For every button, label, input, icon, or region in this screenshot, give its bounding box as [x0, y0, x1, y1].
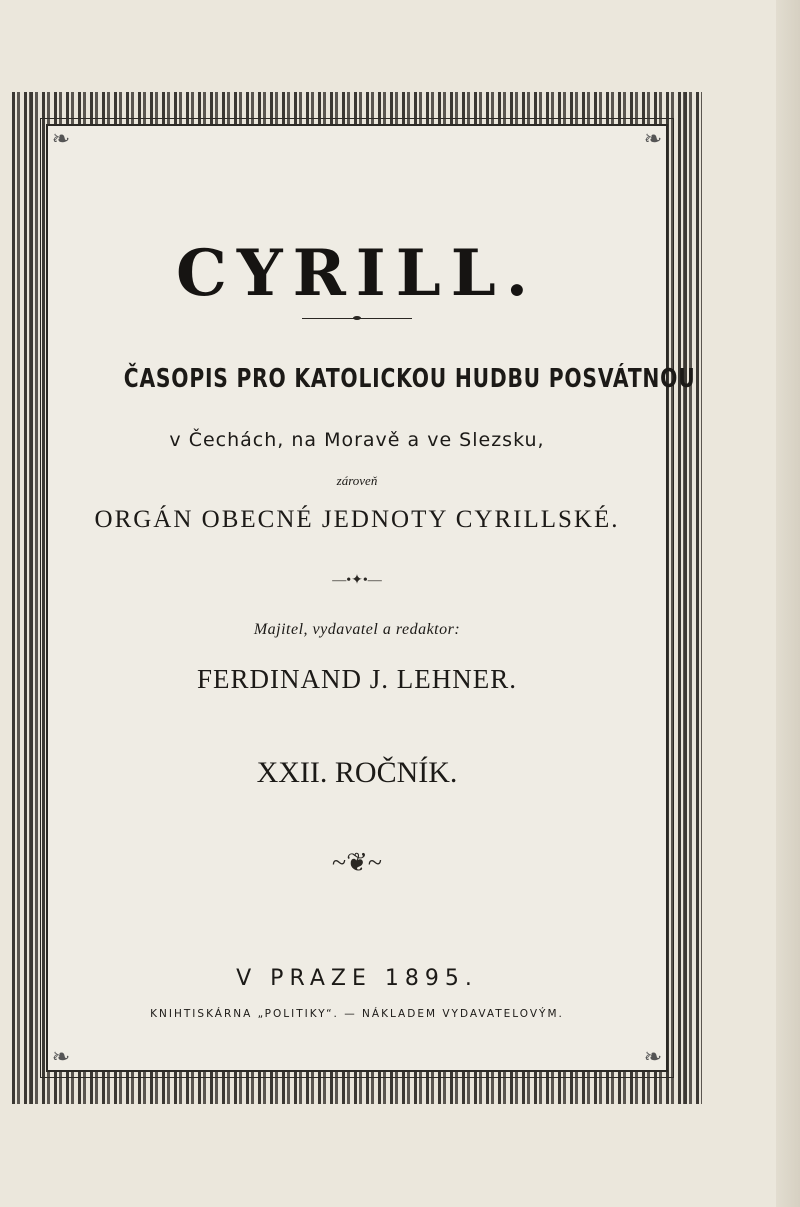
- corner-flourish-icon: ❧: [643, 126, 663, 151]
- page-edge: [776, 0, 800, 1207]
- corner-flourish-icon: ❧: [643, 1044, 663, 1069]
- printer-line: KNIHTISKÁRNA „POLITIKY“. — NÁKLADEM VYDAVATELOVÝM.: [150, 1008, 564, 1020]
- flourish-ornament-icon: ~❦~: [332, 848, 382, 877]
- journal-title: CYRILL.: [175, 236, 539, 311]
- place-year: V PRAZE 1895.: [236, 966, 478, 991]
- decorative-border: [12, 92, 702, 1104]
- divider-ornament-icon: —•✦•—: [332, 573, 382, 588]
- owner-label: Majitel, vydavatel a redaktor:: [253, 621, 461, 638]
- journal-subtitle: ČASOPIS PRO KATOLICKOU HUDBU POSVÁTNOU: [123, 364, 696, 394]
- also-line: zároveň: [336, 473, 378, 488]
- corner-flourish-icon: ❧: [51, 1044, 71, 1069]
- volume-number: XXII. ROČNÍK.: [256, 756, 458, 789]
- regions-line: v Čechách, na Moravě a ve Slezsku,: [169, 429, 545, 451]
- editor-name: FERDINAND J. LEHNER.: [197, 664, 517, 694]
- title-page-content: [58, 136, 696, 1060]
- corner-flourish-icon: ❧: [51, 126, 71, 151]
- divider-dot: [353, 316, 361, 320]
- organ-line: ORGÁN OBECNÉ JEDNOTY CYRILLSKÉ.: [94, 506, 620, 533]
